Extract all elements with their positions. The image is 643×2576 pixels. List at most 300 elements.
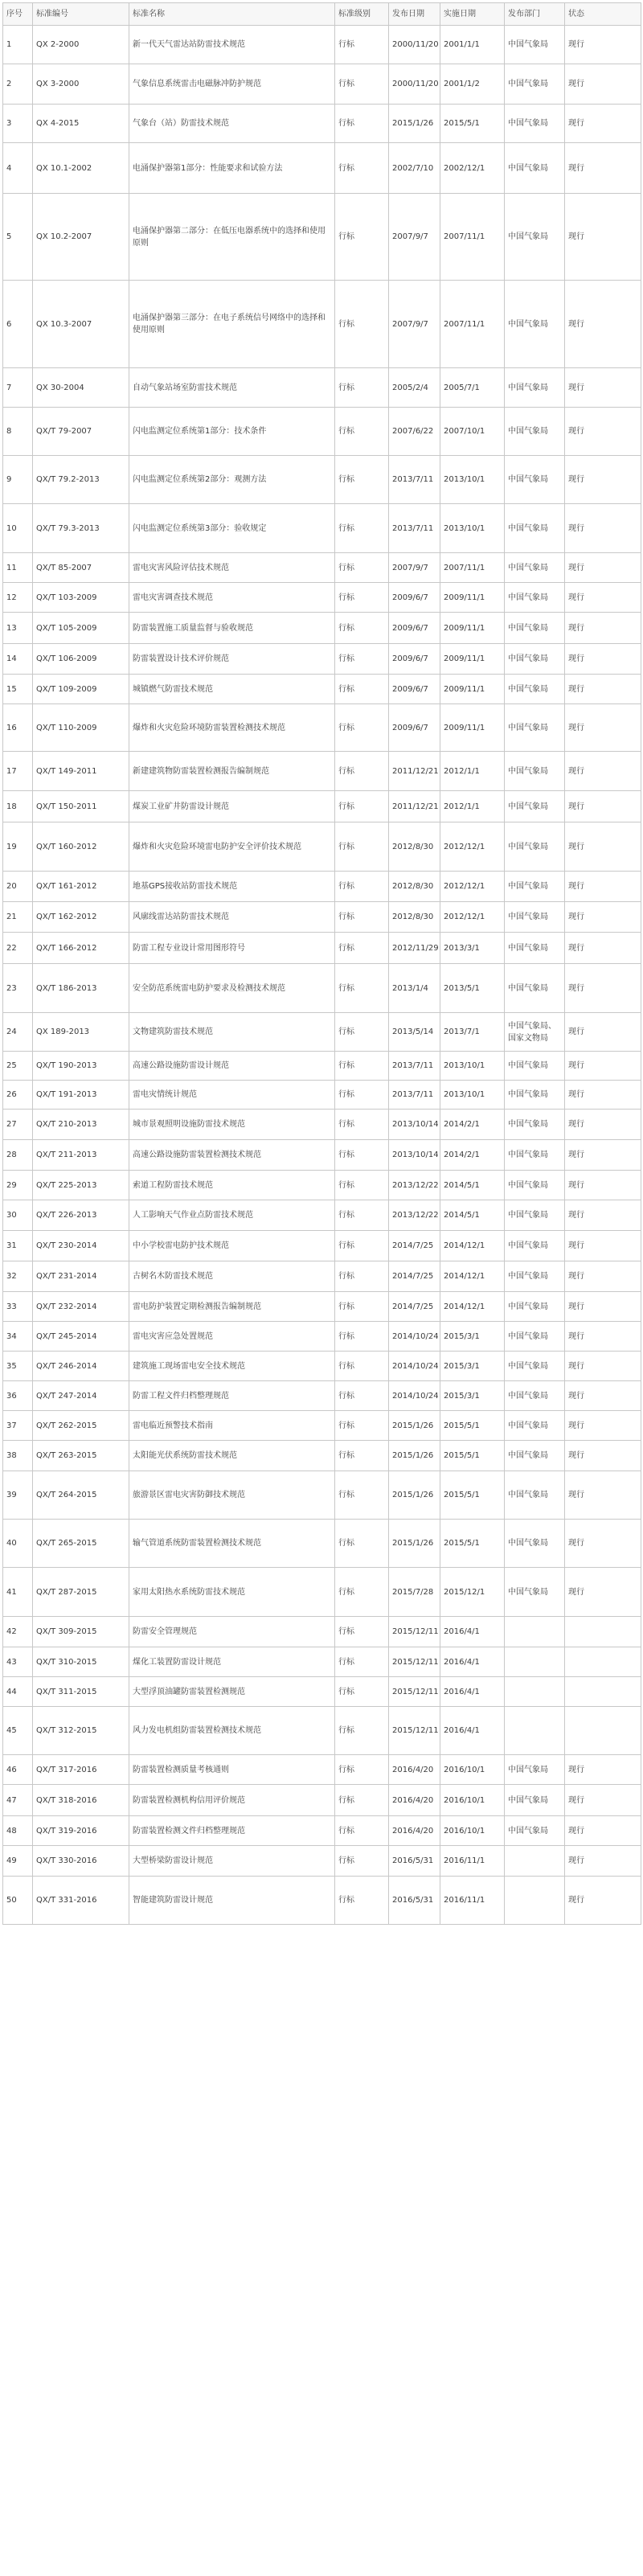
- department-cell: [505, 1677, 565, 1707]
- department-cell: 中国气象局: [505, 1568, 565, 1617]
- status-cell: 现行: [565, 1755, 641, 1785]
- name-cell: 闪电监测定位系统第1部分：技术条件: [129, 408, 335, 456]
- level-cell: 行标: [335, 1261, 389, 1292]
- code-cell: QX 3-2000: [33, 64, 129, 105]
- status-cell: 现行: [565, 675, 641, 704]
- status-cell: 现行: [565, 613, 641, 644]
- department-cell: 中国气象局: [505, 553, 565, 583]
- index-cell: 1: [3, 26, 33, 64]
- status-cell: 现行: [565, 933, 641, 964]
- table-row: [3, 613, 641, 644]
- level-cell: 行标: [335, 368, 389, 408]
- publish-date-cell: 2014/7/25: [389, 1292, 440, 1322]
- code-cell: QX/T 331-2016: [33, 1877, 129, 1925]
- publish-date-cell: 2015/12/11: [389, 1647, 440, 1677]
- publish-date-cell: 2013/7/11: [389, 1052, 440, 1081]
- level-cell: 行标: [335, 504, 389, 553]
- status-cell: 现行: [565, 1471, 641, 1520]
- effective-date-cell: 2007/11/1: [440, 281, 505, 368]
- name-cell: 电涌保护器第三部分：在电子系统信号网络中的选择和使用原则: [129, 281, 335, 368]
- effective-date-cell: 2014/2/1: [440, 1140, 505, 1171]
- department-cell: 中国气象局: [505, 1052, 565, 1081]
- status-cell: 现行: [565, 1568, 641, 1617]
- table-row: [3, 504, 641, 553]
- index-cell: 46: [3, 1755, 33, 1785]
- level-cell: 行标: [335, 1617, 389, 1647]
- name-cell: 煤化工装置防雷设计规范: [129, 1647, 335, 1677]
- table-row: [3, 26, 641, 64]
- publish-date-cell: 2014/10/24: [389, 1381, 440, 1411]
- index-cell: 2: [3, 64, 33, 105]
- effective-date-cell: 2013/5/1: [440, 964, 505, 1013]
- code-cell: QX/T 161-2012: [33, 872, 129, 902]
- level-cell: 行标: [335, 1441, 389, 1471]
- index-cell: 42: [3, 1617, 33, 1647]
- effective-date-cell: 2013/10/1: [440, 456, 505, 504]
- department-cell: 中国气象局: [505, 964, 565, 1013]
- name-cell: 地基GPS接收站防雷技术规范: [129, 872, 335, 902]
- effective-date-cell: 2016/10/1: [440, 1816, 505, 1846]
- code-cell: QX/T 79.3-2013: [33, 504, 129, 553]
- code-cell: QX/T 210-2013: [33, 1110, 129, 1140]
- effective-date-cell: 2015/3/1: [440, 1352, 505, 1381]
- name-cell: 智能建筑防雷设计规范: [129, 1877, 335, 1925]
- code-cell: QX/T 190-2013: [33, 1052, 129, 1081]
- publish-date-cell: 2015/12/11: [389, 1707, 440, 1755]
- index-cell: 4: [3, 143, 33, 194]
- table-row: [3, 872, 641, 902]
- table-row: [3, 1755, 641, 1785]
- name-cell: 索道工程防雷技术规范: [129, 1171, 335, 1200]
- department-cell: 中国气象局: [505, 933, 565, 964]
- status-cell: 现行: [565, 1846, 641, 1877]
- col-header-department: 发布部门: [505, 3, 565, 26]
- table-row: [3, 822, 641, 872]
- department-cell: 中国气象局: [505, 26, 565, 64]
- index-cell: 48: [3, 1816, 33, 1846]
- table-row: [3, 1381, 641, 1411]
- table-row: [3, 1200, 641, 1231]
- effective-date-cell: 2014/5/1: [440, 1171, 505, 1200]
- index-cell: 28: [3, 1140, 33, 1171]
- status-cell: 现行: [565, 368, 641, 408]
- effective-date-cell: 2015/5/1: [440, 1520, 505, 1568]
- publish-date-cell: 2012/8/30: [389, 902, 440, 933]
- index-cell: 23: [3, 964, 33, 1013]
- publish-date-cell: 2013/12/22: [389, 1200, 440, 1231]
- effective-date-cell: 2016/10/1: [440, 1755, 505, 1785]
- index-cell: 13: [3, 613, 33, 644]
- table-row: [3, 1110, 641, 1140]
- index-cell: 7: [3, 368, 33, 408]
- name-cell: 中小学校雷电防护技术规范: [129, 1231, 335, 1261]
- name-cell: 旅游景区雷电灾害防御技术规范: [129, 1471, 335, 1520]
- effective-date-cell: 2007/11/1: [440, 194, 505, 281]
- index-cell: 44: [3, 1677, 33, 1707]
- status-cell: 现行: [565, 194, 641, 281]
- status-cell: 现行: [565, 1381, 641, 1411]
- index-cell: 27: [3, 1110, 33, 1140]
- index-cell: 8: [3, 408, 33, 456]
- department-cell: 中国气象局: [505, 1520, 565, 1568]
- level-cell: 行标: [335, 194, 389, 281]
- code-cell: QX/T 150-2011: [33, 791, 129, 822]
- status-cell: 现行: [565, 1081, 641, 1110]
- publish-date-cell: 2002/7/10: [389, 143, 440, 194]
- effective-date-cell: 2015/5/1: [440, 105, 505, 143]
- index-cell: 37: [3, 1411, 33, 1441]
- table-row: [3, 64, 641, 105]
- name-cell: 电涌保护器第二部分：在低压电器系统中的选择和使用原则: [129, 194, 335, 281]
- index-cell: 17: [3, 752, 33, 791]
- code-cell: QX/T 245-2014: [33, 1322, 129, 1352]
- department-cell: 中国气象局: [505, 1200, 565, 1231]
- level-cell: 行标: [335, 1081, 389, 1110]
- publish-date-cell: 2014/10/24: [389, 1352, 440, 1381]
- level-cell: 行标: [335, 822, 389, 872]
- name-cell: 防雷装置设计技术评价规范: [129, 644, 335, 675]
- department-cell: [505, 1707, 565, 1755]
- level-cell: 行标: [335, 1411, 389, 1441]
- col-header-level: 标准级别: [335, 3, 389, 26]
- publish-date-cell: 2009/6/7: [389, 583, 440, 613]
- table-row: [3, 902, 641, 933]
- name-cell: 闪电监测定位系统第2部分：观测方法: [129, 456, 335, 504]
- department-cell: 中国气象局: [505, 644, 565, 675]
- table-row: [3, 1617, 641, 1647]
- name-cell: 大型浮顶油罐防雷装置检测规范: [129, 1677, 335, 1707]
- table-row: [3, 1647, 641, 1677]
- index-cell: 41: [3, 1568, 33, 1617]
- index-cell: 32: [3, 1261, 33, 1292]
- table-row: [3, 456, 641, 504]
- name-cell: 气象信息系统雷击电磁脉冲防护规范: [129, 64, 335, 105]
- publish-date-cell: 2013/7/11: [389, 456, 440, 504]
- table-row: [3, 143, 641, 194]
- status-cell: 现行: [565, 872, 641, 902]
- publish-date-cell: 2016/4/20: [389, 1785, 440, 1816]
- level-cell: 行标: [335, 872, 389, 902]
- level-cell: 行标: [335, 1322, 389, 1352]
- code-cell: QX/T 287-2015: [33, 1568, 129, 1617]
- publish-date-cell: 2009/6/7: [389, 704, 440, 752]
- status-cell: 现行: [565, 964, 641, 1013]
- level-cell: 行标: [335, 964, 389, 1013]
- code-cell: QX 189-2013: [33, 1013, 129, 1052]
- status-cell: [565, 1707, 641, 1755]
- level-cell: 行标: [335, 1755, 389, 1785]
- effective-date-cell: 2014/12/1: [440, 1231, 505, 1261]
- name-cell: 防雷工程专业设计常用图形符号: [129, 933, 335, 964]
- publish-date-cell: 2013/7/11: [389, 1081, 440, 1110]
- table-row: [3, 105, 641, 143]
- department-cell: 中国气象局: [505, 1381, 565, 1411]
- name-cell: 大型桥梁防雷设计规范: [129, 1846, 335, 1877]
- status-cell: 现行: [565, 1877, 641, 1925]
- level-cell: 行标: [335, 1568, 389, 1617]
- level-cell: 行标: [335, 704, 389, 752]
- col-header-name: 标准名称: [129, 3, 335, 26]
- level-cell: 行标: [335, 1707, 389, 1755]
- department-cell: 中国气象局、国家文物局: [505, 1013, 565, 1052]
- code-cell: QX/T 263-2015: [33, 1441, 129, 1471]
- effective-date-cell: 2009/11/1: [440, 675, 505, 704]
- level-cell: 行标: [335, 1231, 389, 1261]
- level-cell: 行标: [335, 1816, 389, 1846]
- table-row: [3, 1785, 641, 1816]
- index-cell: 5: [3, 194, 33, 281]
- publish-date-cell: 2016/5/31: [389, 1846, 440, 1877]
- name-cell: 建筑施工现场雷电安全技术规范: [129, 1352, 335, 1381]
- publish-date-cell: 2015/1/26: [389, 1520, 440, 1568]
- status-cell: 现行: [565, 644, 641, 675]
- col-header-effective-date: 实施日期: [440, 3, 505, 26]
- status-cell: [565, 1647, 641, 1677]
- publish-date-cell: 2014/7/25: [389, 1231, 440, 1261]
- effective-date-cell: 2009/11/1: [440, 704, 505, 752]
- publish-date-cell: 2011/12/21: [389, 791, 440, 822]
- status-cell: 现行: [565, 752, 641, 791]
- effective-date-cell: 2015/5/1: [440, 1471, 505, 1520]
- effective-date-cell: 2002/12/1: [440, 143, 505, 194]
- level-cell: 行标: [335, 1471, 389, 1520]
- index-cell: 18: [3, 791, 33, 822]
- table-row: [3, 1171, 641, 1200]
- department-cell: 中国气象局: [505, 105, 565, 143]
- level-cell: 行标: [335, 1013, 389, 1052]
- code-cell: QX/T 230-2014: [33, 1231, 129, 1261]
- name-cell: 气象台（站）防雷技术规范: [129, 105, 335, 143]
- department-cell: 中国气象局: [505, 791, 565, 822]
- table-header-row: [3, 3, 641, 26]
- publish-date-cell: 2012/8/30: [389, 872, 440, 902]
- code-cell: QX 10.3-2007: [33, 281, 129, 368]
- index-cell: 47: [3, 1785, 33, 1816]
- code-cell: QX/T 265-2015: [33, 1520, 129, 1568]
- name-cell: 爆炸和火灾危险环境雷电防护安全评价技术规范: [129, 822, 335, 872]
- code-cell: QX/T 79.2-2013: [33, 456, 129, 504]
- code-cell: QX/T 105-2009: [33, 613, 129, 644]
- name-cell: 防雷装置检测机构信用评价规范: [129, 1785, 335, 1816]
- effective-date-cell: 2014/12/1: [440, 1292, 505, 1322]
- department-cell: 中国气象局: [505, 675, 565, 704]
- department-cell: 中国气象局: [505, 1816, 565, 1846]
- department-cell: 中国气象局: [505, 1231, 565, 1261]
- index-cell: 14: [3, 644, 33, 675]
- status-cell: 现行: [565, 1261, 641, 1292]
- name-cell: 防雷工程文件归档整理规范: [129, 1381, 335, 1411]
- department-cell: 中国气象局: [505, 704, 565, 752]
- effective-date-cell: 2016/4/1: [440, 1707, 505, 1755]
- code-cell: QX/T 264-2015: [33, 1471, 129, 1520]
- code-cell: QX/T 319-2016: [33, 1816, 129, 1846]
- publish-date-cell: 2015/1/26: [389, 1411, 440, 1441]
- status-cell: 现行: [565, 1322, 641, 1352]
- code-cell: QX/T 160-2012: [33, 822, 129, 872]
- table-row: [3, 1441, 641, 1471]
- department-cell: 中国气象局: [505, 613, 565, 644]
- level-cell: 行标: [335, 456, 389, 504]
- level-cell: 行标: [335, 281, 389, 368]
- publish-date-cell: 2013/12/22: [389, 1171, 440, 1200]
- effective-date-cell: 2012/1/1: [440, 752, 505, 791]
- code-cell: QX 10.1-2002: [33, 143, 129, 194]
- publish-date-cell: 2013/7/11: [389, 504, 440, 553]
- effective-date-cell: 2015/3/1: [440, 1381, 505, 1411]
- department-cell: 中国气象局: [505, 281, 565, 368]
- level-cell: 行标: [335, 64, 389, 105]
- level-cell: 行标: [335, 1292, 389, 1322]
- name-cell: 防雷装置检测文件归档整理规范: [129, 1816, 335, 1846]
- index-cell: 11: [3, 553, 33, 583]
- department-cell: [505, 1877, 565, 1925]
- col-header-index: 序号: [3, 3, 33, 26]
- code-cell: QX/T 211-2013: [33, 1140, 129, 1171]
- department-cell: 中国气象局: [505, 1441, 565, 1471]
- publish-date-cell: 2005/2/4: [389, 368, 440, 408]
- table-row: [3, 1568, 641, 1617]
- status-cell: 现行: [565, 822, 641, 872]
- level-cell: 行标: [335, 1200, 389, 1231]
- effective-date-cell: 2016/4/1: [440, 1647, 505, 1677]
- table-row: [3, 583, 641, 613]
- effective-date-cell: 2009/11/1: [440, 613, 505, 644]
- table-row: [3, 644, 641, 675]
- table-row: [3, 1052, 641, 1081]
- level-cell: 行标: [335, 933, 389, 964]
- department-cell: 中国气象局: [505, 408, 565, 456]
- effective-date-cell: 2016/11/1: [440, 1846, 505, 1877]
- status-cell: 现行: [565, 408, 641, 456]
- status-cell: 现行: [565, 704, 641, 752]
- name-cell: 高速公路设施防雷设计规范: [129, 1052, 335, 1081]
- name-cell: 新一代天气雷达站防雷技术规范: [129, 26, 335, 64]
- level-cell: 行标: [335, 675, 389, 704]
- publish-date-cell: 2016/4/20: [389, 1816, 440, 1846]
- table-row: [3, 1081, 641, 1110]
- level-cell: 行标: [335, 1677, 389, 1707]
- index-cell: 3: [3, 105, 33, 143]
- effective-date-cell: 2013/10/1: [440, 1081, 505, 1110]
- effective-date-cell: 2007/11/1: [440, 553, 505, 583]
- status-cell: 现行: [565, 902, 641, 933]
- code-cell: QX/T 247-2014: [33, 1381, 129, 1411]
- publish-date-cell: 2007/9/7: [389, 281, 440, 368]
- code-cell: QX/T 191-2013: [33, 1081, 129, 1110]
- status-cell: 现行: [565, 1520, 641, 1568]
- effective-date-cell: 2015/3/1: [440, 1322, 505, 1352]
- department-cell: 中国气象局: [505, 1411, 565, 1441]
- status-cell: 现行: [565, 1200, 641, 1231]
- code-cell: QX/T 186-2013: [33, 964, 129, 1013]
- code-cell: QX/T 246-2014: [33, 1352, 129, 1381]
- department-cell: 中国气象局: [505, 368, 565, 408]
- table-row: [3, 704, 641, 752]
- status-cell: [565, 1617, 641, 1647]
- status-cell: 现行: [565, 1052, 641, 1081]
- table-row: [3, 553, 641, 583]
- code-cell: QX/T 106-2009: [33, 644, 129, 675]
- status-cell: 现行: [565, 105, 641, 143]
- effective-date-cell: 2005/7/1: [440, 368, 505, 408]
- col-header-publish-date: 发布日期: [389, 3, 440, 26]
- index-cell: 22: [3, 933, 33, 964]
- department-cell: 中国气象局: [505, 1471, 565, 1520]
- status-cell: 现行: [565, 26, 641, 64]
- effective-date-cell: 2016/4/1: [440, 1677, 505, 1707]
- index-cell: 25: [3, 1052, 33, 1081]
- name-cell: 安全防范系统雷电防护要求及检测技术规范: [129, 964, 335, 1013]
- code-cell: QX/T 162-2012: [33, 902, 129, 933]
- level-cell: 行标: [335, 1171, 389, 1200]
- level-cell: 行标: [335, 408, 389, 456]
- code-cell: QX/T 317-2016: [33, 1755, 129, 1785]
- level-cell: 行标: [335, 1785, 389, 1816]
- department-cell: 中国气象局: [505, 1140, 565, 1171]
- table-row: [3, 1411, 641, 1441]
- status-cell: [565, 1677, 641, 1707]
- table-row: [3, 791, 641, 822]
- index-cell: 6: [3, 281, 33, 368]
- table-row: [3, 408, 641, 456]
- index-cell: 43: [3, 1647, 33, 1677]
- publish-date-cell: 2013/10/14: [389, 1140, 440, 1171]
- table-row: [3, 1261, 641, 1292]
- table-row: [3, 1352, 641, 1381]
- table-row: [3, 281, 641, 368]
- index-cell: 34: [3, 1322, 33, 1352]
- code-cell: QX/T 310-2015: [33, 1647, 129, 1677]
- level-cell: 行标: [335, 1110, 389, 1140]
- code-cell: QX/T 110-2009: [33, 704, 129, 752]
- name-cell: 新建建筑物防雷装置检测报告编制规范: [129, 752, 335, 791]
- status-cell: 现行: [565, 553, 641, 583]
- department-cell: 中国气象局: [505, 143, 565, 194]
- publish-date-cell: 2013/10/14: [389, 1110, 440, 1140]
- department-cell: 中国气象局: [505, 456, 565, 504]
- name-cell: 爆炸和火灾危险环境防雷装置检测技术规范: [129, 704, 335, 752]
- publish-date-cell: 2007/9/7: [389, 553, 440, 583]
- index-cell: 49: [3, 1846, 33, 1877]
- effective-date-cell: 2016/10/1: [440, 1785, 505, 1816]
- name-cell: 太阳能光伏系统防雷技术规范: [129, 1441, 335, 1471]
- index-cell: 24: [3, 1013, 33, 1052]
- table-row: [3, 1816, 641, 1846]
- status-cell: 现行: [565, 791, 641, 822]
- effective-date-cell: 2016/4/1: [440, 1617, 505, 1647]
- status-cell: 现行: [565, 1110, 641, 1140]
- name-cell: 雷电灾害调查技术规范: [129, 583, 335, 613]
- code-cell: QX/T 312-2015: [33, 1707, 129, 1755]
- code-cell: QX/T 318-2016: [33, 1785, 129, 1816]
- level-cell: 行标: [335, 1052, 389, 1081]
- name-cell: 城镇燃气防雷技术规范: [129, 675, 335, 704]
- name-cell: 防雷装置检测质量考核通则: [129, 1755, 335, 1785]
- table-row: [3, 1877, 641, 1925]
- department-cell: 中国气象局: [505, 1081, 565, 1110]
- name-cell: 人工影响天气作业点防雷技术规范: [129, 1200, 335, 1231]
- publish-date-cell: 2011/12/21: [389, 752, 440, 791]
- level-cell: 行标: [335, 143, 389, 194]
- name-cell: 防雷安全管理规范: [129, 1617, 335, 1647]
- department-cell: 中国气象局: [505, 1322, 565, 1352]
- table-row: [3, 933, 641, 964]
- index-cell: 19: [3, 822, 33, 872]
- index-cell: 29: [3, 1171, 33, 1200]
- department-cell: 中国气象局: [505, 1352, 565, 1381]
- code-cell: QX 2-2000: [33, 26, 129, 64]
- level-cell: 行标: [335, 1140, 389, 1171]
